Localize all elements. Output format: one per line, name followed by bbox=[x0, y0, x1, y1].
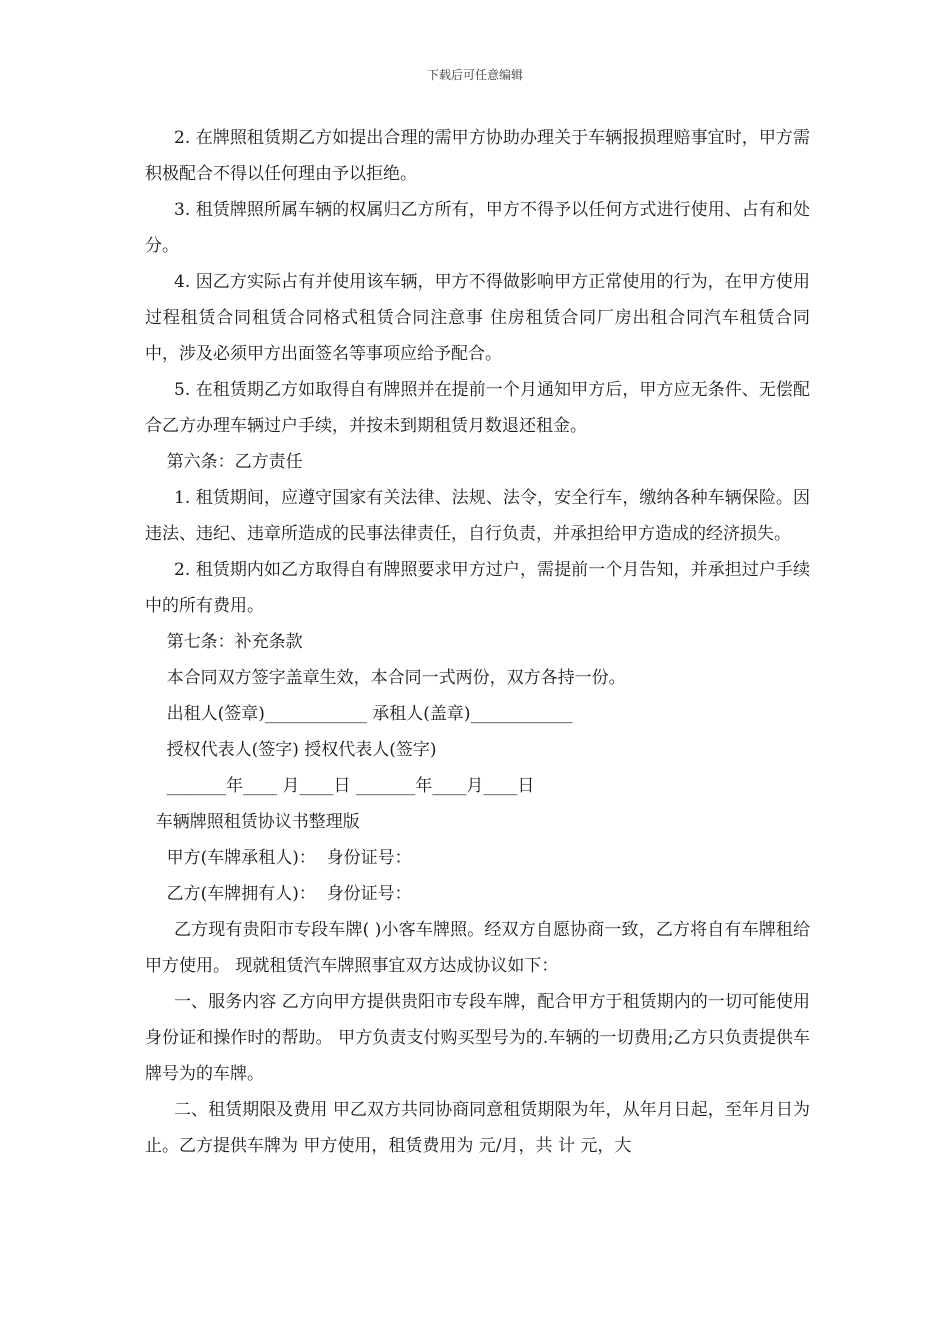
paragraph-clause-5: 5. 在租赁期乙方如取得自有牌照并在提前一个月通知甲方后，甲方应无条件、无偿配合乙方办理车辆过户手续，并按未到期租赁月数退还租金。 bbox=[145, 380, 810, 436]
document-subtitle: 车辆牌照租赁协议书整理版 bbox=[145, 812, 360, 832]
paragraph-article-6-item-2: 2. 租赁期内如乙方取得自有牌照要求甲方过户，需提前一个月告知，并承担过户手续中的所有费用。 bbox=[145, 560, 810, 616]
paragraph-clause-4: 4. 因乙方实际占有并使用该车辆，甲方不得做影响甲方正常使用的行为，在甲方使用过程租赁合同租赁合同格式租赁合同注意事 住房租赁合同厂房出租合同汽车租赁合同中，涉及必须甲方出面签名等事项应给予配合。 bbox=[145, 272, 810, 364]
party-a-line: 甲方(车牌承租人)： 身份证号： bbox=[145, 848, 412, 868]
paragraph-effectiveness: 本合同双方签字盖章生效，本合同一式两份，双方各持一份。 bbox=[145, 668, 626, 688]
paragraph-clause-2: 2. 在牌照租赁期乙方如提出合理的需甲方协助办理关于车辆报损理赔事宜时，甲方需积极配合不得以任何理由予以拒绝。 bbox=[145, 128, 810, 184]
section-heading-article-7: 第七条：补充条款 bbox=[145, 632, 303, 652]
paragraph-clause-3: 3. 租赁牌照所属车辆的权属归乙方所有，甲方不得予以任何方式进行使用、占有和处分。 bbox=[145, 200, 810, 256]
paragraph-service-content: 一、服务内容 乙方向甲方提供贵阳市专段车牌，配合甲方于租赁期内的一切可能使用身份证和操作时的帮助。 甲方负责支付购买型号为的.车辆的一切费用;乙方只负责提供车牌号为的车牌。 bbox=[145, 992, 810, 1084]
paragraph-article-6-item-1: 1. 租赁期间，应遵守国家有关法律、法规、法令，安全行车，缴纳各种车辆保险。因违法、违纪、违章所造成的民事法律责任，自行负责，并承担给甲方造成的经济损失。 bbox=[145, 488, 810, 544]
party-b-line: 乙方(车牌拥有人)： 身份证号： bbox=[145, 884, 412, 904]
signature-line-dates: _______年____ 月____日 _______年____月____日 bbox=[145, 776, 535, 796]
document-body bbox=[145, 120, 810, 1164]
signature-line-parties: 出租人(签章)____________ 承租人(盖章)____________ bbox=[145, 704, 573, 724]
section-heading-article-6: 第六条：乙方责任 bbox=[145, 452, 303, 472]
signature-line-representatives: 授权代表人(签字) 授权代表人(签字) bbox=[145, 740, 437, 760]
paragraph-preamble: 乙方现有贵阳市专段车牌( )小客车牌照。经双方自愿协商一致，乙方将自有车牌租给甲方使用。 现就租赁汽车牌照事宜双方达成协议如下： bbox=[145, 920, 810, 976]
paragraph-lease-term: 二、租赁期限及费用 甲乙双方共同协商同意租赁期限为年，从年月日起，至年月日为止。乙方提供车牌为 甲方使用，租赁费用为 元/月，共 计 元，大 bbox=[145, 1100, 810, 1156]
page-header: 下载后可任意编辑 bbox=[426, 68, 523, 82]
